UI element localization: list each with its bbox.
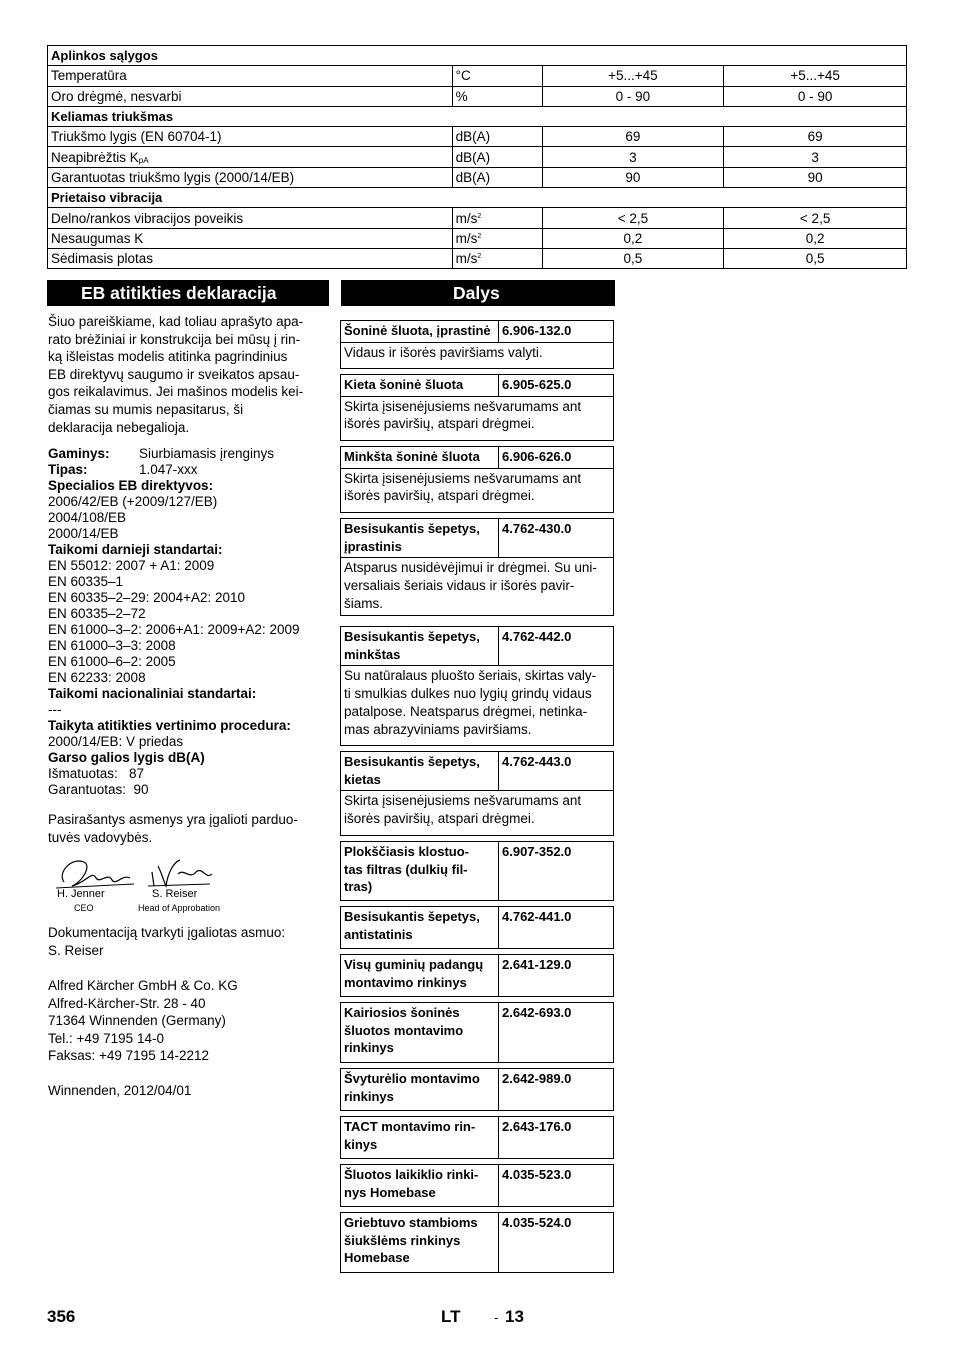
standard-item: EN 55012: 2007 + A1: 2009 (48, 558, 215, 574)
part-item (340, 374, 614, 441)
part-name-line: Šoninė šluota, įprastinė (344, 323, 491, 338)
declaration-body (48, 313, 333, 798)
spec-unit-text: m/s (455, 230, 478, 246)
part-name-line: Homebase (344, 1250, 410, 1266)
national-value: --- (48, 702, 62, 718)
directives-list (48, 494, 333, 542)
part-name-line: įprastinis (344, 538, 402, 554)
spec-label-text: Garantuotas triukšmo lygis (2000/14/EB) (51, 169, 295, 185)
part-order-number: 2.641-129.0 (502, 957, 572, 972)
part-item (340, 320, 614, 369)
part-header (341, 1117, 613, 1158)
part-order-number: 4.762-430.0 (502, 521, 572, 536)
part-item (340, 518, 614, 616)
harmonised-label: Taikomi darnieji standartai: (48, 542, 223, 558)
intro-line: EB direktyvų saugumo ir sveikatos apsau- (48, 366, 300, 382)
part-name-line: montavimo rinkinys (344, 974, 467, 990)
spec-unit-text: dB(A) (455, 129, 491, 145)
declaration-intro (48, 313, 333, 436)
part-name (341, 1117, 499, 1158)
spec-label-text: Nesaugumas K (51, 230, 144, 246)
part-order-number: 4.762-441.0 (502, 909, 572, 924)
part-order-number: 6.906-626.0 (502, 449, 572, 464)
spec-label-text: Oro drėgmė, nesvarbi (51, 88, 182, 104)
part-description-line: Skirta įsisenėjusiems nešvarumams ant (344, 398, 582, 414)
spec-unit-text: dB(A) (455, 169, 491, 185)
signatories-line: Pasirašantys asmenys yra įgalioti parduo- (48, 812, 298, 827)
part-name-line: Besisukantis šepetys, (344, 909, 480, 924)
part-description-line: Atsparus nusidėvėjimui ir drėgmei. Su uni- (344, 560, 597, 576)
spec-unit (452, 228, 542, 248)
part-header (341, 1069, 613, 1110)
directive-item: 2004/108/EB (48, 510, 127, 526)
part-name-line: kinys (344, 1136, 378, 1152)
part-header (341, 447, 613, 468)
spec-label-text: Sėdimasis plotas (51, 251, 154, 267)
part-description-line: Skirta įsisenėjusiems nešvarumams ant (344, 470, 582, 486)
part-description-line: Vidaus ir išorės paviršiams valyti. (344, 344, 543, 360)
part-header (341, 519, 613, 557)
procedure-label: Taikyta atitikties vertinimo procedura: (48, 718, 291, 734)
footer-dash: - (494, 1310, 499, 1325)
part-name-line: Kairiosios šoninės (344, 1005, 460, 1020)
spec-label (48, 147, 453, 167)
part-order-number: 4.035-523.0 (502, 1167, 572, 1182)
spec-label (48, 86, 453, 106)
address-line: Alfred-Kärcher-Str. 28 - 40 (48, 995, 206, 1011)
spec-row (48, 86, 907, 106)
part-item (340, 446, 614, 513)
signatory-2-name: S. Reiser (152, 888, 198, 900)
signatures-image (52, 852, 232, 892)
spec-value-2: 90 (724, 167, 907, 187)
part-description-line: versaliais šeriais vidaus ir išorės pavir- (344, 577, 575, 593)
parts-heading: Dalys (341, 280, 615, 306)
intro-line: rato brėžiniai ir konstrukcija bei mūsų į rin- (48, 331, 301, 347)
part-name (341, 955, 499, 996)
standard-item: EN 61000–3–2: 2006+A1: 2009+A2: 2009 (48, 622, 300, 638)
signatory-2-role: Head of Approbation (138, 903, 221, 913)
part-description-line: išorės paviršių, atspari drėgmei. (344, 488, 535, 504)
part-name (341, 375, 499, 396)
part-description-line: išorės paviršių, atspari drėgmei. (344, 416, 535, 432)
spec-section-title: Aplinkos sąlygos (48, 46, 907, 66)
directive-item: 2006/42/EB (+2009/127/EB) (48, 494, 218, 510)
intro-line: gos reikalavimus. Jei mašinos modelis kei- (48, 384, 304, 400)
part-name (341, 752, 499, 790)
address-line: Alfred Kärcher GmbH & Co. KG (48, 978, 238, 993)
part-description (341, 790, 613, 830)
part-name (341, 1069, 499, 1110)
spec-unit-text: m/s (455, 210, 478, 226)
part-name-line: rinkinys (344, 1088, 394, 1104)
part-item (340, 751, 614, 836)
part-name-line: kietas (344, 771, 381, 787)
part-name (341, 519, 499, 557)
part-item (340, 1164, 614, 1207)
intro-line: čiamas su mumis nepasitarus, ši (48, 401, 244, 417)
part-description-line: ti smulkias dulkes nuo lygių grindų vidaus (344, 685, 592, 701)
part-name (341, 627, 499, 665)
standard-item: EN 61000–6–2: 2005 (48, 654, 176, 670)
part-order-number: 2.643-176.0 (502, 1119, 572, 1134)
spec-unit (452, 167, 542, 187)
spec-unit-text: % (455, 88, 468, 104)
standard-item: EN 60335–2–29: 2004+A2: 2010 (48, 590, 246, 606)
spec-value-1: < 2,5 (542, 208, 724, 228)
part-item (340, 1116, 614, 1159)
spec-row (48, 127, 907, 147)
documentation-line: S. Reiser (48, 942, 104, 958)
spec-row (48, 66, 907, 86)
manufacturer-address (48, 977, 333, 1065)
spec-row (48, 147, 907, 167)
documentation-person (48, 924, 333, 959)
spec-value-1: 3 (542, 147, 724, 167)
part-description (341, 396, 613, 436)
part-header (341, 842, 613, 900)
part-name (341, 1213, 499, 1272)
spec-section-title: Prietaiso vibracija (48, 188, 907, 208)
part-header (341, 1213, 613, 1272)
part-description-line: šiams. (344, 595, 384, 611)
sound-label: Garso galios lygis dB(A) (48, 750, 205, 766)
part-item (340, 954, 614, 997)
part-description (341, 342, 613, 364)
product-label: Gaminys: (48, 446, 110, 462)
part-description-line: mas abrazyviniams paviršiams. (344, 721, 532, 737)
part-header (341, 1003, 613, 1062)
part-name (341, 907, 499, 948)
part-name-line: Šluotos laikiklio rinki- (344, 1167, 479, 1182)
part-description-line: Skirta įsisenėjusiems nešvarumams ant (344, 793, 582, 809)
intro-line: ką išleistas modelis atitinka pagrindinius (48, 349, 288, 365)
spec-value-2: 69 (724, 127, 907, 147)
spec-unit (452, 147, 542, 167)
standard-item: EN 60335–2–72 (48, 606, 146, 622)
type-value: 1.047-xxx (139, 462, 198, 478)
standard-item: EN 60335–1 (48, 574, 124, 590)
spec-value-1: 0 - 90 (542, 86, 724, 106)
part-name-line: Plokščiasis klostuo- (344, 844, 469, 859)
part-description-line: patalpose. Neatsparus drėgmei, netinka- (344, 703, 588, 719)
spec-section-row (48, 106, 907, 126)
spec-unit-superscript: 2 (477, 212, 482, 220)
part-header (341, 907, 613, 948)
spec-unit (452, 248, 542, 268)
part-name-line: tas filtras (dulkių fil- (344, 861, 468, 877)
part-name-line: Besisukantis šepetys, (344, 754, 480, 769)
part-name (341, 447, 499, 468)
spec-value-1: 0,2 (542, 228, 724, 248)
part-name (341, 1003, 499, 1062)
part-order-number: 2.642-989.0 (502, 1071, 572, 1086)
national-label: Taikomi nacionaliniai standartai: (48, 686, 257, 702)
signatories-text (48, 811, 333, 846)
spec-section-title: Keliamas triukšmas (48, 106, 907, 126)
spec-label (48, 167, 453, 187)
sound-guaranteed: Garantuotas: 90 (48, 782, 149, 798)
address-line: Faksas: +49 7195 14-2212 (48, 1048, 209, 1064)
part-description (341, 665, 613, 740)
spec-label-text: Neapibrėžtis K (51, 149, 139, 165)
spec-unit-superscript: 2 (477, 232, 482, 240)
part-item (340, 1068, 614, 1111)
sound-measured: Išmatuotas: 87 (48, 766, 145, 782)
spec-label (48, 228, 453, 248)
part-order-number: 4.035-524.0 (502, 1215, 572, 1230)
part-order-number: 6.905-625.0 (502, 377, 572, 392)
product-value: Siurbiamasis įrenginys (139, 446, 275, 462)
part-name-line: šluotos montavimo (344, 1022, 464, 1038)
documentation-line: Dokumentaciją tvarkyti įgaliotas asmuo: (48, 925, 286, 940)
part-order-number: 4.762-443.0 (502, 754, 572, 769)
spec-unit (452, 208, 542, 228)
part-description-line: išorės paviršių, atspari drėgmei. (344, 810, 535, 826)
part-name-line: Griebtuvo stambioms (344, 1215, 478, 1230)
directive-item: 2000/14/EB (48, 526, 119, 542)
part-name (341, 321, 499, 342)
spec-label-text: Temperatūra (51, 68, 127, 84)
part-name-line: antistatinis (344, 926, 413, 942)
spec-unit (452, 66, 542, 86)
part-name-line: Minkšta šoninė šluota (344, 449, 480, 464)
address-line: 71364 Winnenden (Germany) (48, 1013, 226, 1029)
language-code: LT (441, 1307, 461, 1326)
part-name-line: Kieta šoninė šluota (344, 377, 464, 392)
part-item (340, 906, 614, 949)
part-item (340, 841, 614, 901)
spec-unit-text: m/s (455, 251, 478, 267)
spec-value-1: 69 (542, 127, 724, 147)
part-header (341, 321, 613, 342)
spec-unit (452, 127, 542, 147)
spec-value-2: 0,2 (724, 228, 907, 248)
part-header (341, 752, 613, 790)
part-name-line: nys Homebase (344, 1184, 436, 1200)
part-name-line: Besisukantis šepetys, (344, 629, 480, 644)
spec-value-1: +5...+45 (542, 66, 724, 86)
part-header (341, 627, 613, 665)
harmonised-list (48, 558, 333, 686)
part-name (341, 842, 499, 900)
part-item (340, 626, 614, 746)
spec-row (48, 167, 907, 187)
declaration-heading: EB atitikties deklaracija (47, 280, 329, 306)
spec-row (48, 208, 907, 228)
part-order-number: 6.907-352.0 (502, 844, 572, 859)
spec-section-row (48, 188, 907, 208)
spec-label-text: Triukšmo lygis (EN 60704-1) (51, 129, 222, 145)
part-order-number: 6.906-132.0 (502, 323, 572, 338)
part-header (341, 375, 613, 396)
spec-row (48, 248, 907, 268)
signatories-line: tuvės vadovybės. (48, 829, 153, 845)
part-name-line: šiukšlėms rinkinys (344, 1232, 461, 1248)
place-date: Winnenden, 2012/04/01 (48, 1083, 192, 1098)
spec-value-2: < 2,5 (724, 208, 907, 228)
part-name-line: rinkinys (344, 1040, 394, 1056)
part-name-line: minkštas (344, 646, 401, 662)
spec-label (48, 248, 453, 268)
spec-value-2: 0 - 90 (724, 86, 907, 106)
part-item (340, 1002, 614, 1063)
spec-label (48, 208, 453, 228)
intro-line: deklaracija nebegalioja. (48, 419, 190, 435)
part-name-line: TACT montavimo rin- (344, 1119, 476, 1134)
spec-value-1: 90 (542, 167, 724, 187)
part-description (341, 557, 613, 614)
spec-unit-text: dB(A) (455, 149, 491, 165)
technical-data-table (47, 45, 907, 269)
spec-section-row (48, 46, 907, 66)
spec-value-2: +5...+45 (724, 66, 907, 86)
spec-value-2: 0,5 (724, 248, 907, 268)
spec-unit-superscript: 2 (477, 253, 482, 261)
part-description-line: Su natūralaus pluošto šeriais, skirtas valy- (344, 668, 597, 684)
part-item (340, 1212, 614, 1273)
signatory-1-name: H. Jenner (57, 888, 105, 900)
standard-item: EN 62233: 2008 (48, 670, 146, 686)
spec-unit-text: °C (455, 68, 471, 84)
spec-value-1: 0,5 (542, 248, 724, 268)
procedure-value: 2000/14/EB: V priedas (48, 734, 184, 750)
part-order-number: 4.762-442.0 (502, 629, 572, 644)
part-name-line: Švyturėlio montavimo (344, 1071, 480, 1086)
part-name (341, 1165, 499, 1206)
part-name-line: tras) (344, 879, 373, 895)
spec-label-subscript: pA (138, 155, 149, 165)
intro-line: Šiuo pareiškiame, kad toliau aprašyto apa- (48, 314, 304, 329)
address-line: Tel.: +49 7195 14-0 (48, 1030, 164, 1046)
part-name-line: Visų guminių padangų (344, 957, 484, 972)
spec-value-2: 3 (724, 147, 907, 167)
part-description (341, 468, 613, 508)
spec-label (48, 66, 453, 86)
local-page-number: 13 (505, 1307, 524, 1326)
spec-row (48, 228, 907, 248)
type-label: Tipas: (48, 462, 88, 478)
standard-item: EN 61000–3–3: 2008 (48, 638, 176, 654)
spec-label-text: Delno/rankos vibracijos poveikis (51, 210, 244, 226)
spec-unit (452, 86, 542, 106)
part-header (341, 1165, 613, 1206)
part-name-line: Besisukantis šepetys, (344, 521, 480, 536)
signatory-1-role: CEO (74, 903, 94, 913)
page-number: 356 (47, 1307, 76, 1326)
part-order-number: 2.642-693.0 (502, 1005, 572, 1020)
spec-label (48, 127, 453, 147)
part-header (341, 955, 613, 996)
directives-label: Specialios EB direktyvos: (48, 478, 214, 494)
